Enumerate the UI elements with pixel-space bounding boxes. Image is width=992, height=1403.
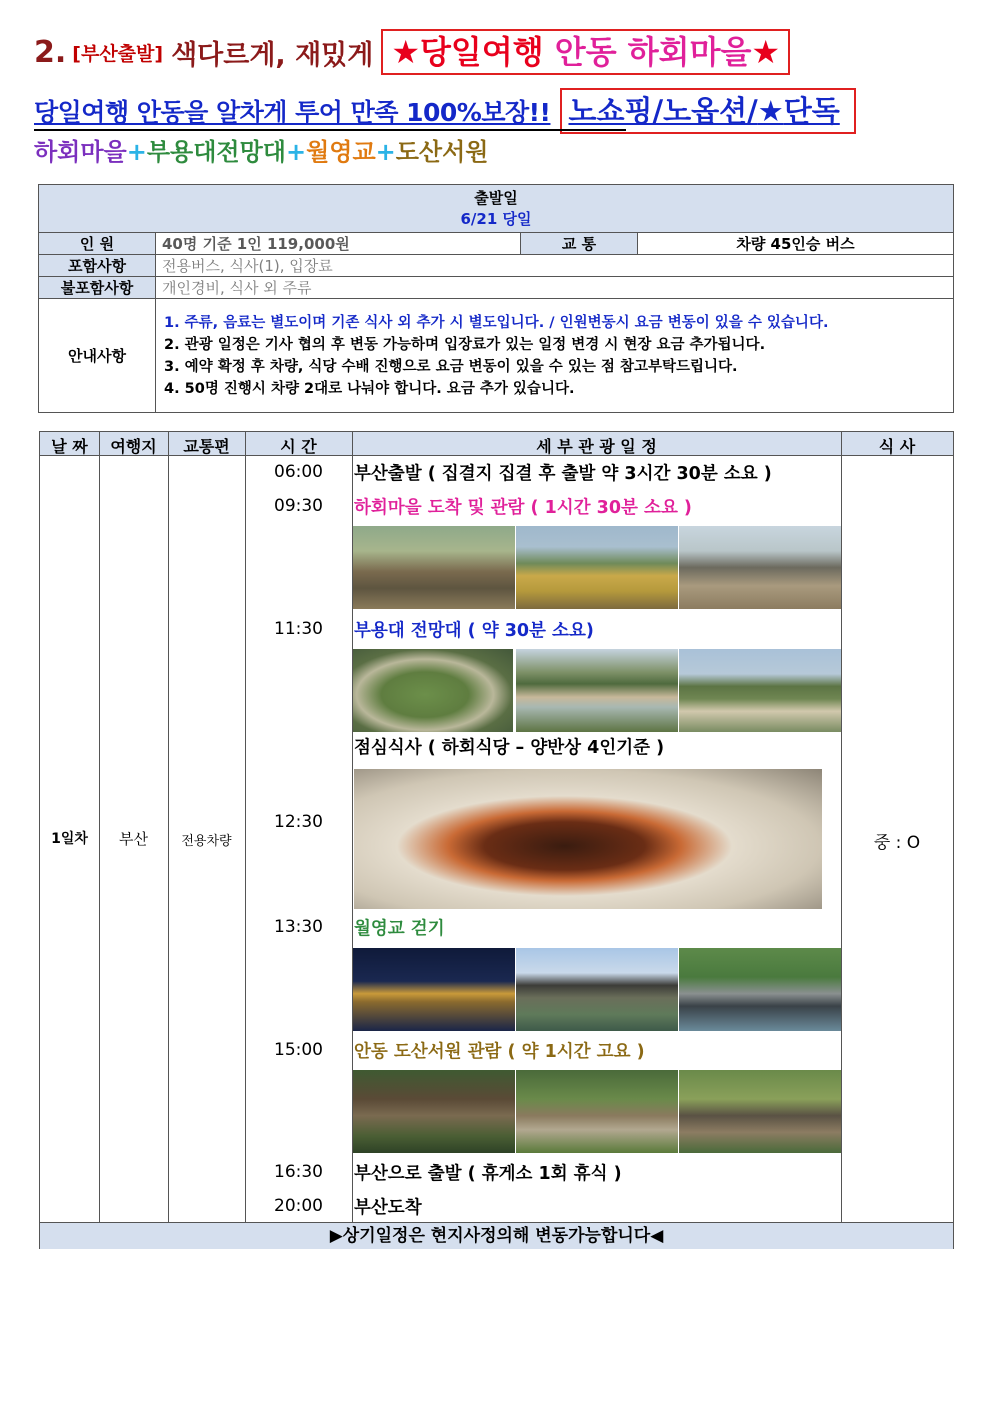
title-number: 2.: [34, 34, 67, 70]
time-1230: 12:30: [274, 812, 323, 832]
route-plus: +: [126, 138, 147, 166]
time-0930: 09:30: [274, 496, 323, 516]
departure-tag: [부산출발]: [72, 42, 164, 65]
buyongdae-view-photo: [679, 649, 841, 732]
dosanseowon-overview-photo: [353, 1070, 515, 1153]
people-value: 40명 기준 1인 119,000원: [156, 233, 521, 255]
woryeonggyo-bridge-photo: [679, 948, 841, 1031]
header-place: 여행지: [110, 437, 157, 456]
time-1130: 11:30: [274, 619, 323, 639]
note-item: 1. 주류, 음료는 별도이며 기존 식사 외 추가 시 별도입니다. / 인원변동시 요금 변동이 있을 수 있습니다.: [164, 314, 829, 331]
buyongdae-aerial-photo: [353, 649, 513, 732]
solo-text: 단독: [783, 94, 840, 128]
departure-date-cell: [39, 185, 954, 233]
excluded-label: 불포함사항: [39, 277, 156, 299]
transport-cell: 전용차량: [181, 834, 232, 849]
header-date: 날 짜: [51, 437, 88, 456]
transport-label: 교 통: [521, 233, 638, 255]
activity-arrival: 부산도착: [354, 1198, 422, 1218]
title-line-2: [34, 88, 856, 134]
header-meal: 식 사: [878, 437, 916, 456]
note-item: 4. 50명 진행시 차량 2대로 나눠야 합니다. 요금 추가 있습니다.: [164, 380, 575, 397]
departure-date-value: 6/21 당일: [460, 209, 532, 228]
departure-date-label: 출발일: [474, 188, 518, 207]
time-1330: 13:30: [274, 917, 323, 937]
transport-value: 차량 45인승 버스: [638, 233, 954, 255]
no-shopping-text: 노쇼핑/노옵션/: [568, 94, 758, 128]
schedule-table: [39, 431, 954, 1249]
dosanseowon-gate-photo: [516, 1070, 678, 1153]
route-line: [34, 132, 489, 166]
title-box: [381, 29, 790, 75]
schedule-footer: ▶상기일정은 현지사정의해 변동가능합니다◀: [40, 1222, 953, 1249]
star-left-icon: ★: [391, 33, 420, 71]
place-label: 부산: [119, 830, 148, 848]
star-right-icon: ★: [751, 33, 781, 71]
info-table: [38, 184, 954, 413]
route-dosanseowon: 도산서원: [395, 138, 489, 166]
notes-list: [156, 299, 954, 413]
activity-departure: 부산출발 ( 집결지 집결 후 출발 약 3시간 30분 소요 ): [354, 464, 772, 484]
star-icon: ★: [757, 94, 784, 128]
divider: [34, 129, 626, 131]
route-woryeonggyo: 월영교: [306, 138, 376, 166]
hahoe-alley-photo: [679, 526, 841, 609]
destination-label: 안동 하회마을: [554, 33, 752, 71]
time-1630: 16:30: [274, 1162, 323, 1182]
activity-woryeonggyo: 월영교 걷기: [354, 919, 445, 939]
slogan: 색다르게, 재밌게: [171, 39, 374, 71]
activity-hahoe: 하회마을 도착 및 관람 ( 1시간 30분 소요 ): [354, 498, 692, 518]
col-divider: [245, 432, 246, 1248]
notes-label: 안내사항: [39, 299, 156, 413]
dosanseowon-courtyard-photo: [679, 1070, 841, 1153]
route-hahoe: 하회마을: [34, 138, 127, 166]
guarantee-text: 당일여행 안동을 알차게 투어 만족 100%보장!!: [34, 98, 551, 127]
note-item: 3. 예약 확정 후 차량, 식당 수배 진행으로 요금 변동이 있을 수 있는 점 참고부탁드립니다.: [164, 358, 738, 375]
activity-dosanseowon: 안동 도산서원 관람 ( 약 1시간 고요 ): [354, 1042, 645, 1062]
hahoe-field-photo: [516, 526, 678, 609]
time-0600: 06:00: [274, 462, 323, 482]
route-plus: +: [285, 138, 307, 166]
woryeonggyo-pavilion-photo: [516, 948, 678, 1031]
note-item: 2. 관광 일정은 기사 협의 후 변동 가능하며 입장료가 있는 일정 변경 시 현장 요금 추가됩니다.: [164, 336, 766, 353]
meal-cell: 중 : O: [873, 833, 921, 853]
activity-buyongdae: 부용대 전망대 ( 약 30분 소요): [354, 621, 594, 641]
route-buyongdae: 부용대전망대: [146, 138, 286, 166]
header-transport: 교통편: [183, 437, 230, 456]
buyongdae-river-photo: [516, 649, 678, 732]
excluded-value: 개인경비, 식사 외 주류: [156, 277, 954, 299]
people-label: 인 원: [39, 233, 156, 255]
lunch-food-photo: [354, 769, 822, 909]
activity-lunch: 점심식사 ( 하회식당 – 양반상 4인기준 ): [354, 738, 665, 758]
title-line-1: [34, 28, 790, 76]
woryeonggyo-night-photo: [353, 948, 515, 1031]
route-plus: +: [375, 138, 396, 166]
included-value: 전용버스, 식사(1), 입장료: [156, 255, 954, 277]
header-detail: 세 부 관 광 일 정: [536, 437, 657, 456]
daytrip-label: 당일여행: [420, 33, 544, 71]
included-label: 포함사항: [39, 255, 156, 277]
header-time: 시 간: [280, 437, 317, 456]
no-shopping-box: [560, 88, 855, 134]
hahoe-village-photo: [353, 526, 515, 609]
activity-return: 부산으로 출발 ( 휴게소 1회 휴식 ): [354, 1164, 622, 1184]
day-label: 1일차: [51, 831, 88, 847]
time-2000: 20:00: [274, 1196, 323, 1216]
time-1500: 15:00: [274, 1040, 323, 1060]
